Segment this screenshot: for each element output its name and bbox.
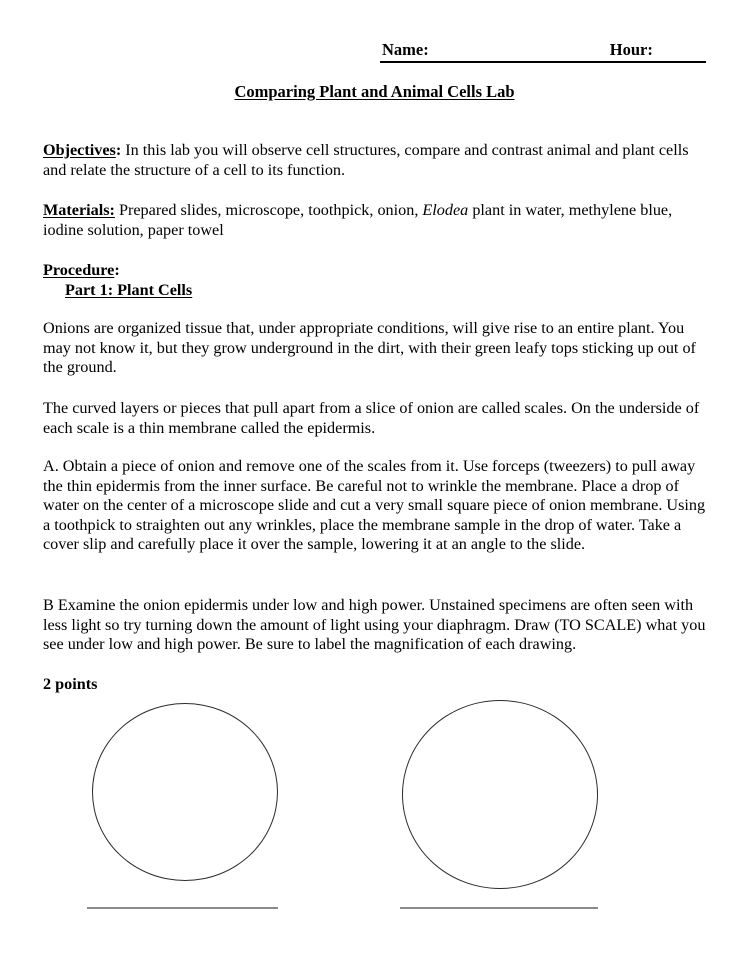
procedure-colon: : [114,261,120,279]
part1-heading: Part 1: Plant Cells [65,281,193,299]
drawing-circle-high-power[interactable] [402,700,598,889]
materials-text-after: plant in water, methylene blue, iodine solution, paper towel [43,201,673,239]
page-title-text: Comparing Plant and Animal Cells Lab [234,82,515,101]
objectives-section [43,141,708,180]
materials-text-before: Prepared slides, microscope, toothpick, onion, [114,201,423,219]
magnification-label-line-left[interactable] [87,907,278,909]
materials-heading: Materials: [43,201,115,219]
name-label: Name: [382,40,429,59]
student-header [43,40,706,66]
materials-italic-term: Elodea [422,201,469,219]
name-hour-fill-line[interactable] [380,40,706,63]
drawing-area [0,697,749,922]
procedure-section-heading [43,261,708,281]
points-label: 2 points [43,675,98,693]
paragraph-scales-epidermis: The curved layers or pieces that pull apart from a slice of onion are called scales. On the underside of each scale is a thin membrane called the epidermis. [43,399,700,437]
magnification-label-line-right[interactable] [400,907,598,909]
step-a-instructions: A. Obtain a piece of onion and remove one of the scales from it. Use forceps (tweezers) to pull away the thin epidermis from the inner surface. Be careful not to wrinkle the membrane. Place a drop of water on the center of a microscope slide and cut a very small square piece of onion membrane. Using a toothpick to straighten out any wrinkles, place the membrane sample in the drop of water. Take a cover slip and carefully place it over the sample, lowering it at an angle to the slide. [43,457,706,554]
procedure-heading: Procedure [43,261,115,279]
step-b-instructions: B Examine the onion epidermis under low and high power. Unstained specimens are often seen with less light so try turning down the amount of light using your diaphragm. Draw (TO SCALE) what you see under low and high power. Be sure to label the magnification of each drawing. [43,596,706,654]
objectives-heading: Objectives [43,141,116,159]
part1-heading-row [43,281,730,301]
objectives-text: In this lab you will observe cell structures, compare and contrast animal and plant cells and relate the structure of a cell to its function. [43,141,689,179]
drawing-circle-low-power[interactable] [92,703,278,881]
page-title [0,82,749,102]
objectives-colon: : [115,141,122,159]
paragraph-onions-intro: Onions are organized tissue that, under appropriate conditions, will give rise to an entire plant. You may not know it, but they grow underground in the dirt, with their green leafy tops sticking up out of the ground. [43,319,696,377]
materials-section [43,201,708,240]
hour-label: Hour: [609,40,653,59]
